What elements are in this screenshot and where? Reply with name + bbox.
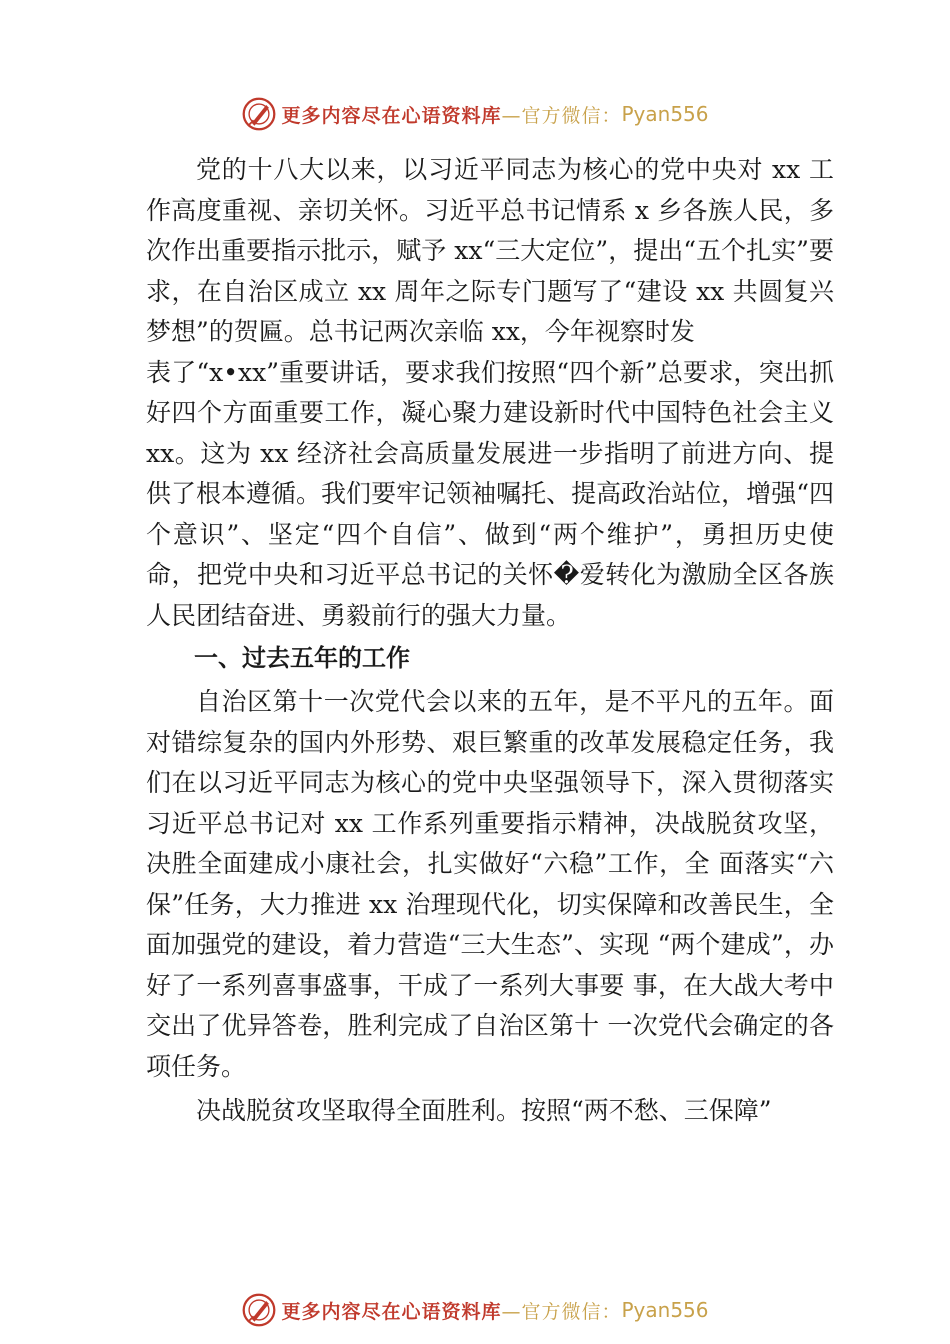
banner-wechat-label: —官方微信： [501, 1300, 622, 1323]
pen-logo-icon [241, 1292, 277, 1328]
paragraph-2: 表了“x•xx”重要讲话，要求我们按照“四个新”总要求，突出抓好四个方面重要工作，凝心聚力建设新时代中国特色社会主义 xx。这为 xx 经济社会高质量发展进一步指明了前进方向、提供了根本遵循。我们要牢记领袖嘱托、提高政治站位，增强“四个意识”、坚定“四个自信”、做到“两个维护”，勇担历史使命，把党中央和习近平总书记的关怀�爱转化为激励全区各族人民团结奋进、勇毅前行的强大力量。 [146, 357, 834, 630]
banner-wechat-id: Pyan556 [621, 102, 709, 126]
header-watermark-banner [0, 94, 950, 134]
paragraph-3: 自治区第十一次党代会以来的五年，是不平凡的五年。面对错综复杂的国内外形势、艰巨繁重的改革发展稳定任务，我们在以习近平同志为核心的党中央坚强领导下，深入贯彻落实习近平总书记对 xx 工作系列重要指示精神，决战脱贫攻坚，决胜全面建成小康社会，扎实做好“六稳”工作，全 面落实“六保”任务，大力推进 xx 治理现代化，切实保障和改善民生，全面加强党的建设，着力营造“三大生态”、实现 “两个建成”，办好了一系列喜事盛事，干成了一系列大事要 事，在大战大考中交出了优异答卷，胜利完成了自治区第十 一次党代会确定的各项任务。 [146, 687, 834, 1081]
banner-title: 更多内容尽在心语资料库 [281, 1300, 502, 1323]
paragraph-4: 决战脱贫攻坚取得全面胜利。按照“两不愁、三保障” [196, 1096, 772, 1125]
document-body [146, 150, 834, 1132]
banner-wechat-id: Pyan556 [621, 1298, 709, 1322]
banner-title: 更多内容尽在心语资料库 [281, 104, 502, 127]
banner-wechat-label: —官方微信： [501, 104, 622, 127]
footer-watermark-banner [0, 1290, 950, 1330]
pen-logo-icon [241, 96, 277, 132]
section-heading: 一、过去五年的工作 [194, 644, 410, 672]
paragraph-1: 党的十八大以来，以习近平同志为核心的党中央对 xx 工作高度重视、亲切关怀。习近平总书记情系 x 乡各族人民，多次作出重要指示批示，赋予 xx“三大定位”，提出“五个扎实”要求，在自治区成立 xx 周年之际专门题写了“建设 xx 共圆复兴梦想”的贺匾。总书记两次亲临 xx，今年视察时发 [146, 155, 834, 346]
